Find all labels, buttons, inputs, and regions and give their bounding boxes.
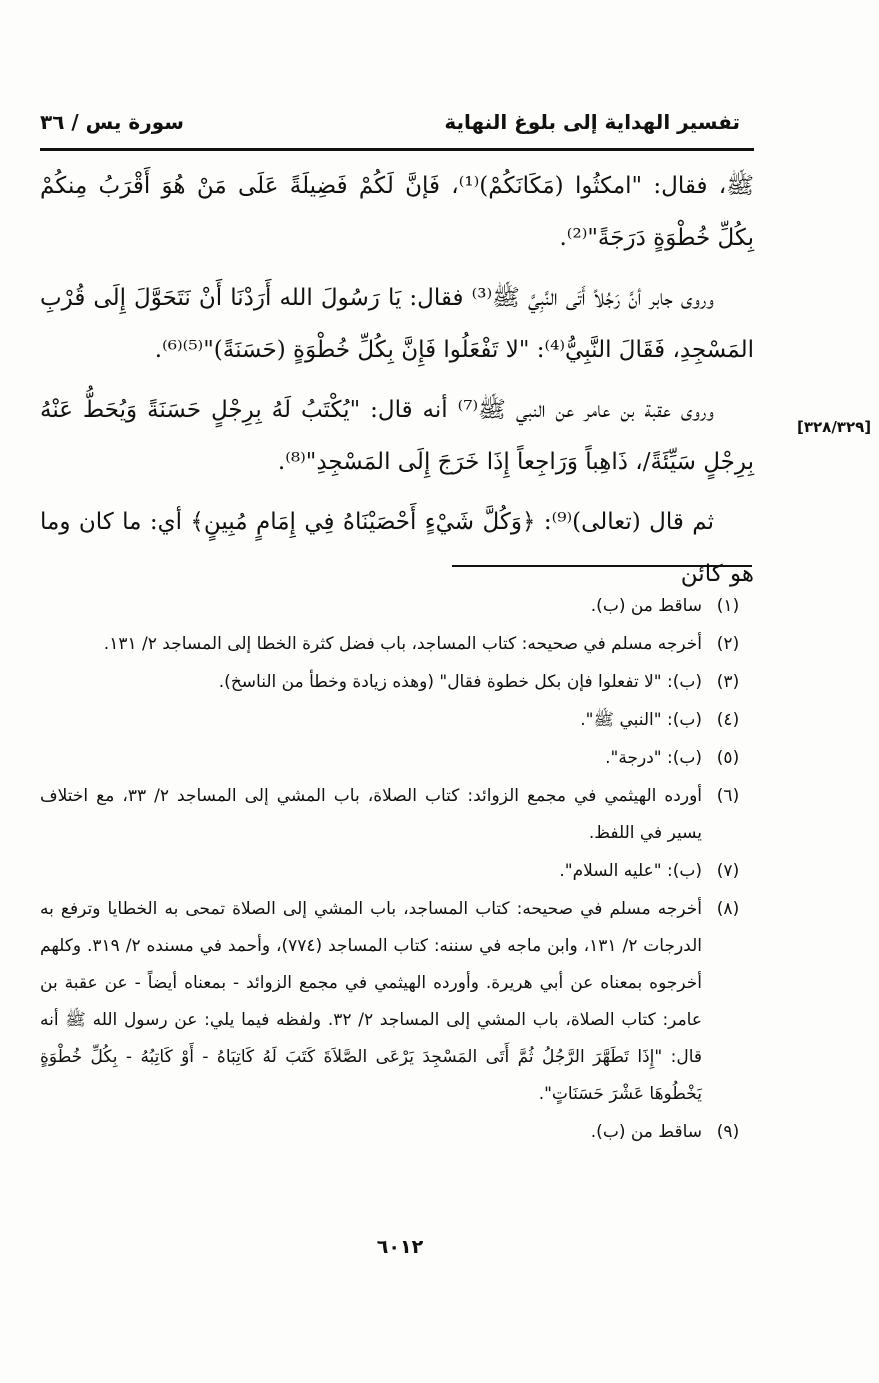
paragraph: وروى جابر أنَّ رَجُلاً أَتَى النَّبِيَّ ﷺ⁽³⁾ فقال: يَا رَسُولَ الله أَرَدْنَا أَنْ نَتَحَوَّلَ إِلَى قُرْبِ المَسْجِدِ، فَقَالَ النَّبِيُّ⁽⁴⁾: "لا تَفْعَلُوا فَإِنَّ بِكُلِّ خُطْوَةٍ (حَسَنَةً)"⁽⁵⁾⁽⁶⁾. — [40, 285, 754, 363]
footnote-number: (٤) — [716, 710, 740, 730]
footnotes — [40, 588, 754, 1152]
footnote-number: (٢) — [716, 634, 740, 654]
manuscript-folio-marker: [٣٢٨/٣٢٩] — [797, 418, 872, 436]
footnote-number: (٧) — [716, 861, 740, 881]
footnote-number: (٨) — [716, 899, 740, 919]
paragraph: ثم قال (تعالى)⁽⁹⁾: ﴿وَكُلَّ شَيْءٍ أَحْصَيْنَاهُ فِي إِمَامٍ مُبِينٍ﴾ أي: ما كان وما هو كائن — [40, 509, 754, 587]
footnote-number: (٣) — [716, 672, 740, 692]
footnote-number: (٦) — [716, 786, 740, 806]
book-title: تفسير الهداية إلى بلوغ النهاية — [444, 110, 740, 134]
paragraph: ﷺ، فقال: "امكثُوا (مَكَانَكُمْ)⁽¹⁾، فَإنَّ لَكُمْ فَضِيلَةً عَلَى مَنْ هُوَ أَقْرَبُ مِنكُمْ بِكُلِّ خُطْوَةٍ دَرَجَةً"⁽²⁾. — [40, 173, 755, 251]
footnote — [40, 664, 754, 701]
footnote-number: (٥) — [716, 748, 740, 768]
header-divider — [40, 148, 754, 151]
running-header — [40, 110, 740, 146]
footnote-text: أخرجه مسلم في صحيحه: كتاب المساجد، باب فضل كثرة الخطا إلى المساجد ٢/ ١٣١. — [103, 634, 702, 654]
footnote-number: (١) — [716, 596, 740, 616]
footnote-number: (٩) — [716, 1122, 740, 1142]
footnote — [40, 1114, 754, 1151]
paragraph: وروى عقبة بن عامر عن النبي ﷺ⁽⁷⁾ أنه قال: "يُكْتَبُ لَهُ بِرِجْلٍ حَسَنَةً وَيُحَطُّ عَنْهُ بِرِجْلٍ سَيِّئَةً/، ذَاهِباً وَرَاجِعاً إِذَا خَرَجَ إِلَى المَسْجِدِ"⁽⁸⁾. — [40, 397, 754, 475]
footnote-text: ساقط من (ب). — [590, 1122, 702, 1142]
footnote — [40, 853, 754, 890]
footnote-text: أورده الهيثمي في مجمع الزوائد: كتاب الصلاة، باب المشي إلى المساجد ٢/ ٣٣، مع اختلاف يسير في اللفظ. — [40, 786, 702, 843]
footnote-divider — [452, 565, 752, 567]
footnote-text: (ب): "لا تفعلوا فإن بكل خطوة فقال" (وهذه زيادة وخطأ من الناسخ). — [218, 672, 702, 692]
page-number: ٦٠١٢ — [376, 1236, 424, 1258]
main-text — [40, 160, 754, 608]
footnote-text: ساقط من (ب). — [590, 596, 702, 616]
footnote — [40, 778, 754, 852]
footnote — [40, 626, 754, 663]
footnote — [40, 740, 754, 777]
footnote-text: (ب): "النبي ﷺ". — [580, 710, 702, 730]
footnote-text: أخرجه مسلم في صحيحه: كتاب المساجد، باب المشي إلى الصلاة تمحى به الخطايا وترفع به الدرجات ٢/ ١٣١، وابن ماجه في سننه: كتاب المساجد (٧٧٤)، وأحمد في مسنده ٢/ ٣١٩. وكلهم أخرجوه بمعناه عن أبي هريرة. وأورده الهيثمي في مجمع الزوائد - بمعناه أيضاً - عن عقبة بن عامر: كتاب الصلاة، باب المشي إلى المساجد ٢/ ٣٢. ولفظه فيما يلي: عن رسول الله ﷺ أنه قال: "إِذَا تَطَهَّرَ الرَّجُلُ ثُمَّ أَتَى المَسْجِدَ يَرْعَى الصَّلاَةَ كَتَبَ لَهُ كَاتِبَاهُ - أَوْ كَاتِبُهُ - بِكُلِّ خُطْوَةٍ يَخْطُوهَا عَشْرَ حَسَنَاتٍ". — [40, 899, 702, 1104]
footnote — [40, 891, 754, 1113]
footnote — [40, 702, 754, 739]
footnote-text: (ب): "عليه السلام". — [559, 861, 702, 881]
footnote-text: (ب): "درجة". — [605, 748, 702, 768]
surah-label: سورة يس / ٣٦ — [40, 110, 184, 134]
footnote — [40, 588, 754, 625]
